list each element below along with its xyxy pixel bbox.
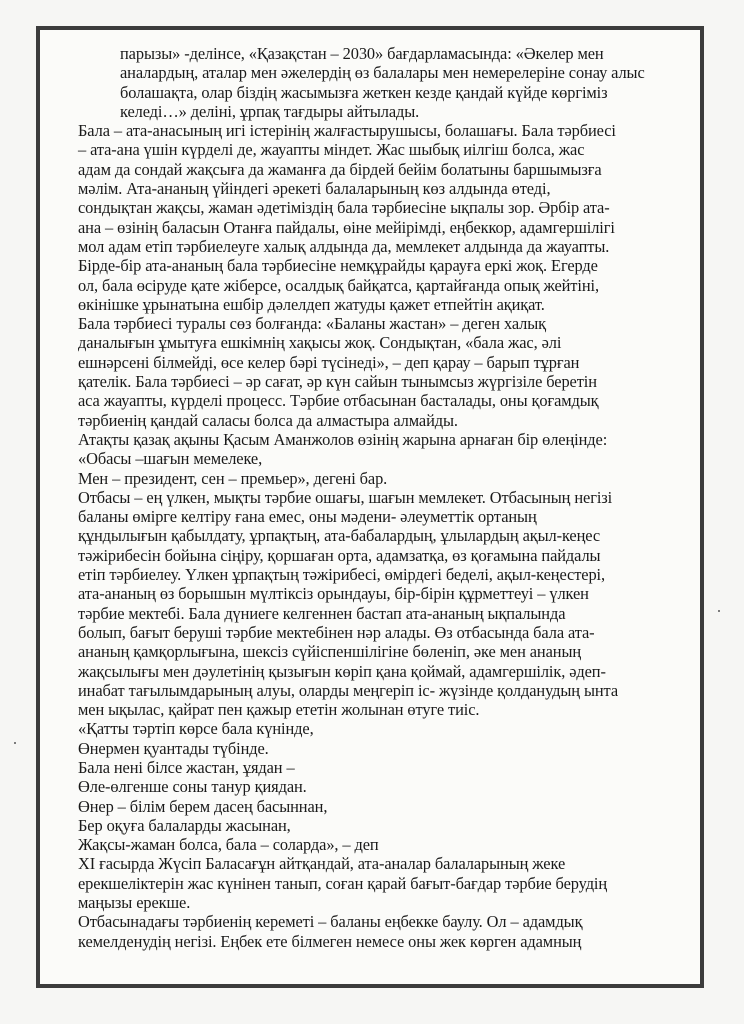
text-line: ата-ананың өз борышын мүлтіксіз орындауы, бір-бірін құрметтеуі – үлкен xyxy=(78,584,589,604)
text-line: Мен – президент, сен – премьер», дегені бар. xyxy=(78,468,388,488)
text-line: өкінішке ұрынатына ешбір дәлелдеп жатуды қажет етпейтін ақиқат. xyxy=(78,294,545,314)
text-line: ананың қамқорлығына, шексіз сүйіспеншілігіне бөленіп, әке мен ананың xyxy=(78,642,582,662)
text-line: жақсылығы мен дәулетінің қызығын көріп қана қоймай, адамгершілік, әдеп- xyxy=(78,661,606,681)
text-line: Атақты қазақ ақыны Қасым Аманжолов өзінің жарына арнаған бір өлеңінде: xyxy=(78,429,608,449)
text-line: Бала – ата-анасының игі істерінің жалғастырушысы, болашағы. Бала тәрбиесі xyxy=(78,121,616,141)
text-line: болып, бағыт беруші тәрбие мектебінен нәр алады. Өз отбасында бала ата- xyxy=(78,622,595,642)
text-line: Бірде-бір ата-ананың бала тәрбиесіне немқұрайды қарауға еркі жоқ. Егерде xyxy=(78,256,598,276)
text-line: келеді…» деліні, ұрпақ тағдыры айтылады. xyxy=(120,101,420,121)
text-line: ерекшеліктерін жас күнінен танып, соған қарай бағыт-бағдар тәрбие берудің xyxy=(78,873,608,893)
text-line: Өнермен қуантады түбінде. xyxy=(78,738,269,758)
text-line: ХІ ғасырда Жүсіп Баласағұн айтқандай, ата-аналар балаларының жеке xyxy=(78,854,566,874)
text-line: аса жауапты, күрделі процесс. Тәрбие отбасынан басталады, оны қоғамдық xyxy=(78,391,599,411)
text-line: ол, бала өсіруде қате жіберсе, осалдық байқатса, қартайғанда опық жейтіні, xyxy=(78,275,599,295)
text-line: сондықтан жақсы, жаман әдетіміздің бала тәрбиесіне ықпалы зор. Әрбір ата- xyxy=(78,198,610,218)
text-line: етіп тәрбиелеу. Үлкен ұрпақтың тәжірибесі, өмірдегі беделі, ақыл-кеңестері, xyxy=(78,565,605,585)
text-line: маңызы ерекше. xyxy=(78,893,191,913)
text-line: Бала тәрбиесі туралы сөз болғанда: «Баланы жастан» – деген халық xyxy=(78,314,547,334)
text-line: адам да сондай жақсыға да жаманға да бірдей бейім болатыны баршымызға xyxy=(78,159,602,179)
scan-speck xyxy=(14,742,16,744)
text-line: Бер оқуға балаларды жасынан, xyxy=(78,815,291,835)
text-line: «Қатты тәртіп көрсе бала күнінде, xyxy=(78,719,314,739)
text-line: – ата-ана үшін күрделі де, жауапты міндет. Жас шыбық иілгіш болса, жас xyxy=(78,140,585,160)
text-line: тәжірибесін бойына сіңіру, қоршаған орта, адамзатқа, өз қоғамына пайдалы xyxy=(78,545,601,565)
text-line: Отбасынадағы тәрбиенің кереметі – баланы еңбекке баулу. Ол – адамдық xyxy=(78,912,583,932)
text-line: Отбасы – ең үлкен, мықты тәрбие ошағы, шағын мемлекет. Отбасының негізі xyxy=(78,487,613,507)
text-line: ешнәрсені білмейді, өсе келер бәрі түсінеді», – деп қарау – барып тұрған xyxy=(78,352,580,372)
text-line: мен ықылас, қайрат пен қажыр ететін жолынан өтуге тиіс. xyxy=(78,700,480,720)
text-line: «Обасы –шағын мемелеке, xyxy=(78,449,263,469)
text-line: Бала нені білсе жастан, ұядан – xyxy=(78,757,295,777)
text-line: болашақта, олар біздің жасымызға жеткен кезде қандай күйде көргіміз xyxy=(120,82,608,102)
text-line: мол адам етіп тәрбиелеуге халық алдында да, мемлекет алдында да жауапты. xyxy=(78,236,610,256)
text-line: даналығын ұмытуға ешкімнің хақысы жоқ. Сондықтан, «бала жас, әлі xyxy=(78,333,562,353)
scan-speck xyxy=(718,610,720,612)
text-line: Жақсы-жаман болса, бала – соларда», – деп xyxy=(78,835,379,855)
document-body-text xyxy=(78,44,690,951)
text-line: инабат тағылымдарының алуы, оларды меңгеріп іс- жүзінде қолданудың ынта xyxy=(78,680,618,700)
text-line: қателік. Бала тәрбиесі – әр сағат, әр күн сайын тынымсыз жүргізіле беретін xyxy=(78,372,597,392)
text-line: баланы өмірге келтіру ғана емес, оны мәдени- әлеуметтік ортаның xyxy=(78,507,537,527)
text-line: тәрбие мектебі. Бала дүниеге келгеннен бастап ата-ананың ықпалында xyxy=(78,603,566,623)
text-line: мәлім. Ата-ананың үйіндегі әрекеті балаларының көз алдында өтеді, xyxy=(78,179,551,199)
text-line: кемелденудің негізі. Еңбек ете білмеген немесе оны жек көрген адамның xyxy=(78,931,582,951)
text-line: құндылығын қабылдату, ұрпақтың, ата-бабалардың, ұлылардың ақыл-кеңес xyxy=(78,526,601,546)
text-line: парызы» -делінсе, «Қазақстан – 2030» бағдарламасында: «Әкелер мен xyxy=(120,44,604,63)
text-line: Өнер – білім берем дасең басыннан, xyxy=(78,796,328,816)
text-line: Өле-өлгенше соны танyр қиядан. xyxy=(78,777,307,797)
text-line: аналардың, аталар мен әжелердің өз балалары мен немерелеріне сонау алыс xyxy=(120,63,645,83)
text-line: ана – өзінің баласын Отанға пайдалы, өіне мейірімді, еңбеккор, адамгершілігі xyxy=(78,217,615,237)
text-line: тәрбиенің қандай саласы болса да алмастыра алмайды. xyxy=(78,410,458,430)
